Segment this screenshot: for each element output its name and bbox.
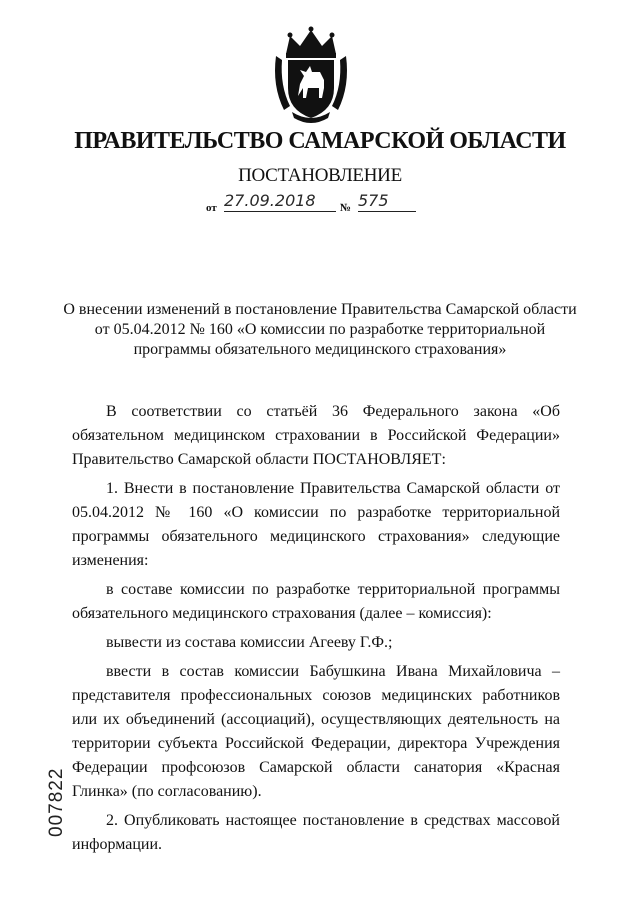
- decree-body: [72, 400, 560, 862]
- body-paragraph: ввести в состав комиссии Бабушкина Ивана Михайловича – представителя профессиональных союзов медицинских работников или их объединений (ассоциаций), осуществляющих деятельность на территории субъекта Российской Федерации, директора Учреждения Федерации профсоюзов Самарской области санатория «Красная Глинка» (по согласованию).: [72, 663, 560, 800]
- body-paragraph: 2. Опубликовать настоящее постановление в средствах массовой информации.: [72, 812, 560, 853]
- decree-number: 575: [358, 191, 416, 212]
- body-paragraph: 1. Внести в постановление Правительства Самарской области от 05.04.2012 № 160 «О комиссии по разработке территориальной программы обязательного медицинского страхования» следующие изменения:: [72, 480, 560, 569]
- body-paragraph: В соответствии со статьёй 36 Федерального закона «Об обязательном медицинском страховании в Российской Федерации» Правительство Самарской области ПОСТАНОВЛЯЕТ:: [72, 403, 560, 468]
- samara-coat-of-arms-icon: [270, 26, 352, 126]
- government-title: ПРАВИТЕЛЬСТВО САМАРСКОЙ ОБЛАСТИ: [74, 128, 566, 154]
- subject-line: от 05.04.2012 № 160 «О комиссии по разработке территориальной: [94, 321, 546, 338]
- decree-date: 27.09.2018: [224, 191, 336, 212]
- body-paragraph: вывести из состава комиссии Агееву Г.Ф.;: [106, 634, 393, 651]
- subject-line: О внесении изменений в постановление Правительства Самарской области: [63, 301, 577, 318]
- margin-serial-number: 007822: [46, 767, 67, 837]
- date-number-line: [206, 193, 436, 217]
- number-prefix: №: [340, 202, 352, 214]
- subject-line: программы обязательного медицинского страхования»: [133, 341, 507, 358]
- decree-subject: [60, 300, 580, 360]
- body-paragraph: в составе комиссии по разработке территориальной программы обязательного медицинского страхования (далее – комиссия):: [72, 581, 560, 622]
- document-type: ПОСТАНОВЛЕНИЕ: [238, 165, 402, 186]
- date-prefix: от: [206, 202, 217, 214]
